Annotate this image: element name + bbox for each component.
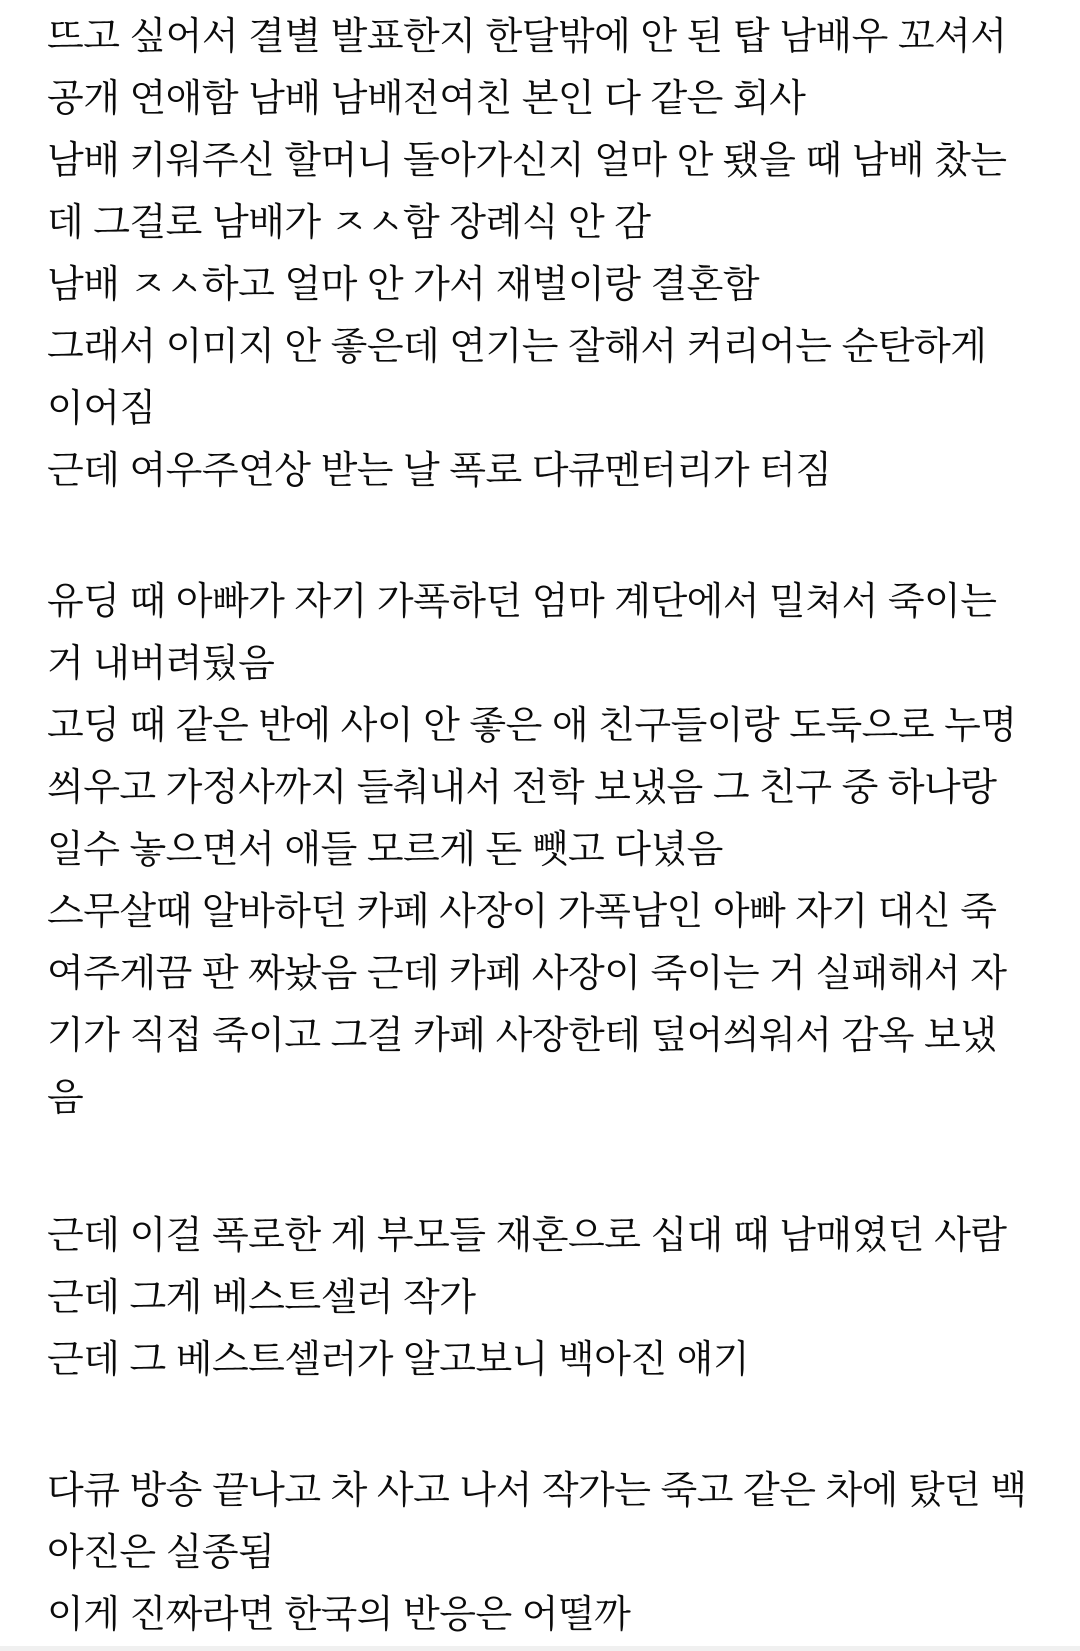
text-line: 씌우고 가정사까지 들춰내서 전학 보냈음 그 친구 중 하나랑 bbox=[47, 767, 997, 809]
text-line: 남배 ㅈㅅ하고 얼마 안 가서 재벌이랑 결혼함 bbox=[47, 264, 760, 306]
bottom-divider bbox=[0, 1646, 1080, 1651]
paragraph bbox=[47, 1205, 1040, 1391]
text-line: 근데 그 베스트셀러가 알고보니 백아진 얘기 bbox=[47, 1339, 750, 1381]
text-line: 고딩 때 같은 반에 사이 안 좋은 애 친구들이랑 도둑으로 누명 bbox=[47, 705, 1017, 747]
text-line: 음 bbox=[47, 1077, 84, 1119]
text-line: 여주게끔 판 짜놨음 근데 카페 사장이 죽이는 거 실패해서 자 bbox=[47, 953, 1007, 995]
paragraph bbox=[47, 6, 1040, 502]
text-line: 근데 여우주연상 받는 날 폭로 다큐멘터리가 터짐 bbox=[47, 450, 832, 492]
text-line: 근데 그게 베스트셀러 작가 bbox=[47, 1277, 476, 1319]
text-line: 이어짐 bbox=[47, 388, 156, 430]
text-line: 근데 이걸 폭로한 게 부모들 재혼으로 십대 때 남매였던 사람 bbox=[47, 1215, 1007, 1257]
text-line: 스무살때 알바하던 카페 사장이 가폭남인 아빠 자기 대신 죽 bbox=[47, 891, 997, 933]
paragraph bbox=[47, 571, 1040, 1129]
text-line: 유딩 때 아빠가 자기 가폭하던 엄마 계단에서 밀쳐서 죽이는 bbox=[47, 581, 997, 623]
text-line: 다큐 방송 끝나고 차 사고 나서 작가는 죽고 같은 차에 탔던 백 bbox=[47, 1470, 1027, 1512]
text-line: 거 내버려뒀음 bbox=[47, 643, 275, 685]
text-line: 아진은 실종됨 bbox=[47, 1532, 275, 1574]
text-line: 기가 직접 죽이고 그걸 카페 사장한테 덮어씌워서 감옥 보냈 bbox=[47, 1015, 997, 1057]
text-line: 공개 연애함 남배 남배전여친 본인 다 같은 회사 bbox=[47, 78, 806, 120]
text-line: 데 그걸로 남배가 ㅈㅅ함 장례식 안 감 bbox=[47, 202, 651, 244]
text-line: 일수 놓으면서 애들 모르게 돈 뺏고 다녔음 bbox=[47, 829, 723, 871]
text-line: 이게 진짜라면 한국의 반응은 어떨까 bbox=[47, 1594, 631, 1636]
text-line: 남배 키워주신 할머니 돌아가신지 얼마 안 됐을 때 남배 찼는 bbox=[47, 140, 1007, 182]
paragraph bbox=[47, 1460, 1040, 1646]
text-line: 뜨고 싶어서 결별 발표한지 한달밖에 안 된 탑 남배우 꼬셔서 bbox=[47, 16, 1007, 58]
text-line: 그래서 이미지 안 좋은데 연기는 잘해서 커리어는 순탄하게 bbox=[47, 326, 987, 368]
